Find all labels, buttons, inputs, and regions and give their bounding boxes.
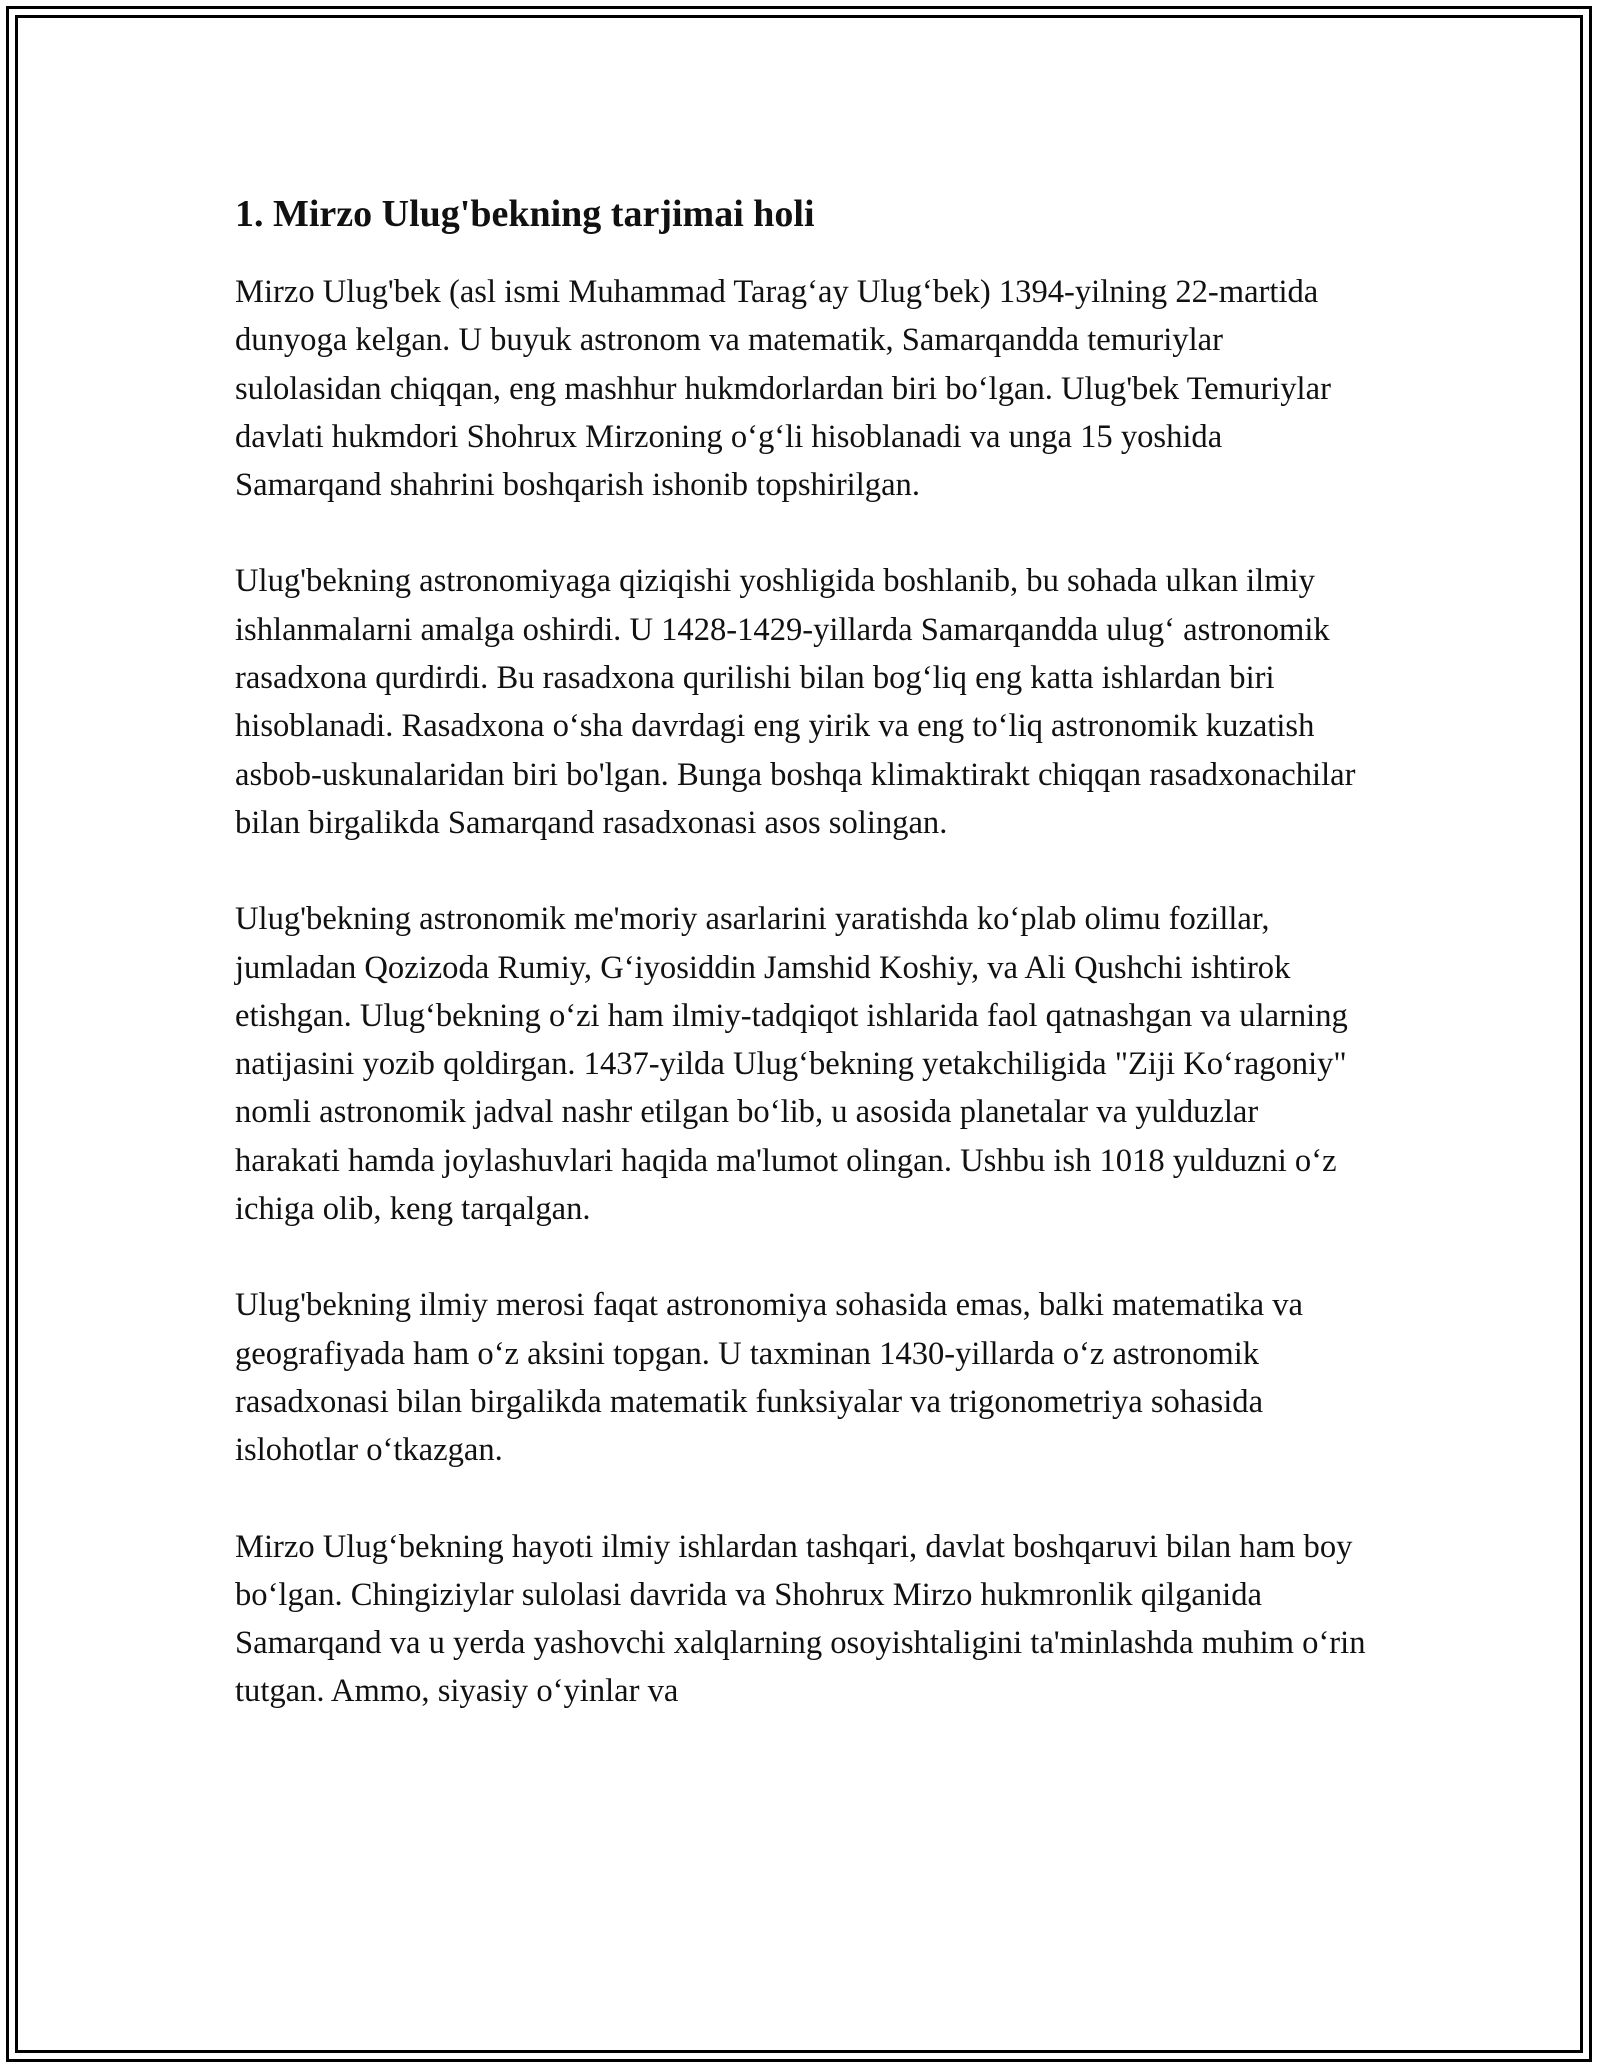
- paragraph-governance: Mirzo Ulug‘bekning hayoti ilmiy ishlardan tashqari, davlat boshqaruvi bilan ham boy bo‘lgan. Chingiziylar sulolasi davrida va Shohrux Mirzo hukmronlik qilganida Samarqand va u yerda yashovchi xalqlarning osoyishtaligini ta'minlashda muhim o‘rin tutgan. Ammo, siyasiy o‘yinlar va: [235, 1528, 1366, 1710]
- document-body: [235, 185, 1370, 1764]
- paragraph-legacy: Ulug'bekning ilmiy merosi faqat astronomiya sohasida emas, balki matematika va geografiyada ham o‘z aksini topgan. U taxminan 1430-yillarda o‘z astronomik rasadxonasi bilan birgalikda matematik funksiyalar va trigonometriya sohasida islohotlar o‘tkazgan.: [235, 1287, 1304, 1469]
- paragraph-birth: Mirzo Ulug'bek (asl ismi Muhammad Tarag‘ay Ulug‘bek) 1394-yilning 22-martida dunyoga kelgan. U buyuk astronom va matematik, Samarqandda temuriylar sulolasidan chiqqan, eng mashhur hukmdorlardan biri bo‘lgan. Ulug'bek Temuriylar davlati hukmdori Shohrux Mirzoning o‘g‘li hisoblanadi va unga 15 yoshida Samarqand shahrini boshqarish ishonib topshirilgan.: [235, 274, 1331, 504]
- section-heading: 1. Mirzo Ulug'bekning tarjimai holi: [235, 193, 815, 235]
- paragraph-scholars: Ulug'bekning astronomik me'moriy asarlarini yaratishda ko‘plab olimu fozillar, jumladan Qozizoda Rumiy, G‘iyosiddin Jamshid Koshiy, va Ali Qushchi ishtirok etishgan. Ulug‘bekning o‘zi ham ilmiy-tadqiqot ishlarida faol qatnashgan va ularning natijasini yozib qoldirgan. 1437-yilda Ulug‘bekning yetakchiligida "Ziji Ko‘ragoniy" nomli astronomik jadval nashr etilgan bo‘lib, u asosida planetalar va yulduzlar harakati hamda joylashuvlari haqida ma'lumot olingan. Ushbu ish 1018 yulduzni o‘z ichiga olib, keng tarqalgan.: [235, 901, 1348, 1228]
- paragraph-astronomy: Ulug'bekning astronomiyaga qiziqishi yoshligida boshlanib, bu sohada ulkan ilmiy ishlanmalarni amalga oshirdi. U 1428-1429-yillarda Samarqandda ulug‘ astronomik rasadxona qurdirdi. Bu rasadxona qurilishi bilan bog‘liq eng katta ishlardan biri hisoblanadi. Rasadxona o‘sha davrdagi eng yirik va eng to‘liq astronomik kuzatish asbob-uskunalaridan biri bo'lgan. Bunga boshqa klimaktirakt chiqqan rasadxonachilar bilan birgalikda Samarqand rasadxonasi asos solingan.: [235, 563, 1356, 841]
